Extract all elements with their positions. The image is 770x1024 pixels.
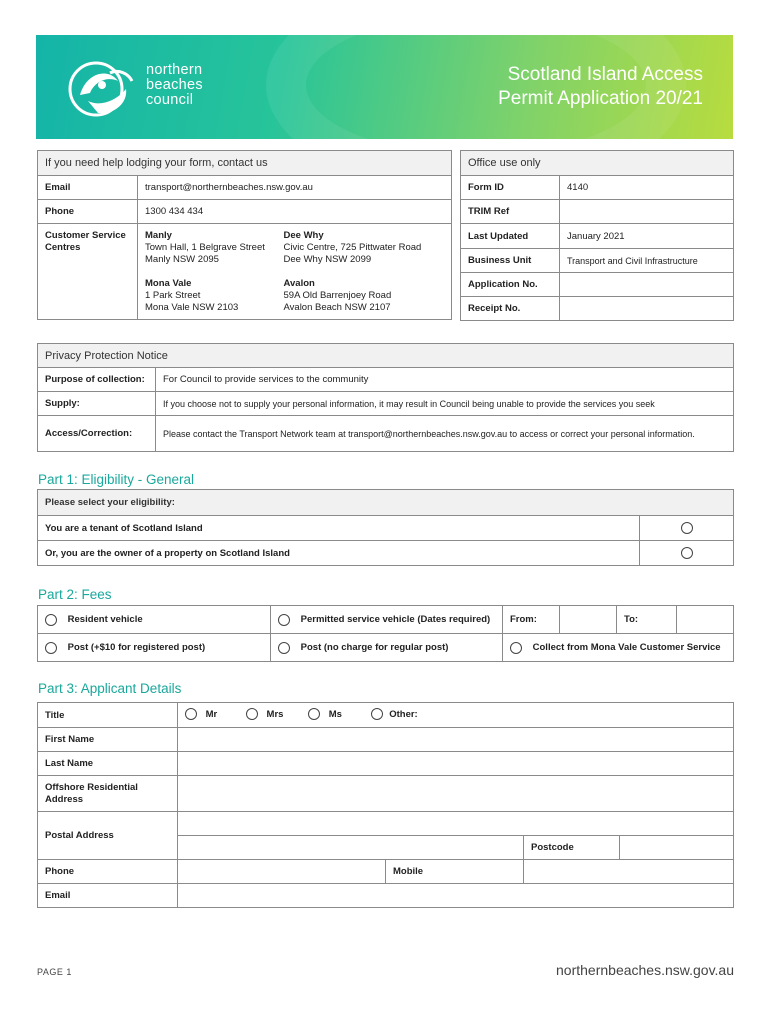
office-trim-ref-field[interactable] <box>560 200 734 224</box>
centre-name: Manly <box>145 230 172 241</box>
centre-mona-vale <box>145 278 238 314</box>
postcode-field[interactable] <box>620 836 734 860</box>
contact-heading: If you need help lodging your form, contact us <box>38 151 452 176</box>
eligibility-owner-radio[interactable] <box>681 547 693 559</box>
fee-from-label: From: <box>503 606 560 634</box>
fee-resident-vehicle-label: Resident vehicle <box>67 614 143 626</box>
header-banner <box>36 35 733 139</box>
title-mrs-label: Mrs <box>266 708 284 720</box>
fee-post-paid-cell <box>38 634 271 662</box>
contact-phone-label: Phone <box>38 200 138 224</box>
centre-avalon <box>284 278 392 314</box>
privacy-purpose-value: For Council to provide services to the community <box>156 368 734 392</box>
office-form-id-value: 4140 <box>560 176 734 200</box>
office-application-no-field[interactable] <box>560 273 734 297</box>
centre-address-line: Mona Vale NSW 2103 <box>145 302 239 313</box>
email-label: Email <box>38 884 178 908</box>
postal-address-field-line-2[interactable] <box>178 836 524 860</box>
part3-title: Part 3: Applicant Details <box>38 681 182 696</box>
privacy-supply-label: Supply: <box>38 392 156 416</box>
fee-from-field[interactable] <box>560 606 617 634</box>
privacy-purpose-label: Purpose of collection: <box>38 368 156 392</box>
page-number: PAGE 1 <box>37 967 72 977</box>
title-mr-radio[interactable] <box>185 708 197 720</box>
council-logo-icon <box>66 55 138 123</box>
postcode-label: Postcode <box>524 836 620 860</box>
fee-to-label: To: <box>617 606 677 634</box>
centre-address-line: Manly NSW 2095 <box>145 254 219 265</box>
centre-address-line: Avalon Beach NSW 2107 <box>283 302 391 313</box>
customer-centres-label: Customer Service Centres <box>38 224 138 320</box>
office-receipt-no-label: Receipt No. <box>461 297 560 321</box>
office-use-heading: Office use only <box>461 151 734 176</box>
mobile-field[interactable] <box>524 860 734 884</box>
centre-name: Mona Vale <box>145 278 192 289</box>
postal-address-label: Postal Address <box>38 812 178 860</box>
fee-to-field[interactable] <box>677 606 734 634</box>
eligibility-tenant-cell <box>640 516 734 541</box>
eligibility-tenant-radio[interactable] <box>681 522 693 534</box>
centre-address-line: 1 Park Street <box>145 290 201 301</box>
fee-resident-vehicle-radio[interactable] <box>45 614 57 626</box>
website-url[interactable]: northernbeaches.nsw.gov.au <box>556 962 734 978</box>
logo-line-2: beaches <box>146 77 203 93</box>
privacy-access-value: Please contact the Transport Network team at transport@northernbeaches.nsw.gov.au to access or correct your personal information. <box>156 416 734 452</box>
centre-address-line: Dee Why NSW 2099 <box>283 254 372 265</box>
privacy-access-label: Access/Correction: <box>38 416 156 452</box>
title-other-label: Other: <box>389 708 418 720</box>
office-receipt-no-field[interactable] <box>560 297 734 321</box>
last-name-field[interactable] <box>178 752 734 776</box>
centre-address-line: Town Hall, 1 Belgrave Street <box>145 242 265 253</box>
fee-collect-radio[interactable] <box>510 642 522 654</box>
title-mrs-radio[interactable] <box>246 708 258 720</box>
phone-field[interactable] <box>178 860 386 884</box>
title-options-cell <box>178 703 734 728</box>
offshore-address-field[interactable] <box>178 776 734 812</box>
centre-address-line: 59A Old Barrenjoey Road <box>283 290 392 301</box>
title-label: Title <box>38 703 178 728</box>
fee-post-free-label: Post (no charge for regular post) <box>300 642 449 654</box>
centres-column-2 <box>278 224 452 320</box>
centre-address-line: Civic Centre, 725 Pittwater Road <box>283 242 422 253</box>
fee-post-free-radio[interactable] <box>278 642 290 654</box>
mobile-label: Mobile <box>386 860 524 884</box>
centre-manly <box>145 230 265 266</box>
form-title-line-2: Permit Application 20/21 <box>498 88 703 109</box>
centres-column-1 <box>138 224 278 320</box>
privacy-heading: Privacy Protection Notice <box>38 344 734 368</box>
centre-dee-why <box>284 230 422 266</box>
postal-address-field-line-1[interactable] <box>178 812 734 836</box>
fee-permitted-vehicle-cell <box>271 606 503 634</box>
fee-permitted-vehicle-label: Permitted service vehicle (Dates required) <box>300 614 491 626</box>
form-title <box>498 63 703 111</box>
office-application-no-label: Application No. <box>461 273 560 297</box>
form-title-line-1: Scotland Island Access <box>507 64 703 85</box>
part2-title: Part 2: Fees <box>38 587 112 602</box>
first-name-label: First Name <box>38 728 178 752</box>
fee-post-paid-label: Post (+$10 for registered post) <box>67 642 206 654</box>
eligibility-table <box>37 489 734 566</box>
eligibility-tenant-label: You are a tenant of Scotland Island <box>38 516 640 541</box>
fee-collect-cell <box>503 634 734 662</box>
office-last-updated-value: January 2021 <box>560 224 734 249</box>
title-other-radio[interactable] <box>371 708 383 720</box>
centre-name: Avalon <box>283 278 315 289</box>
eligibility-owner-cell <box>640 541 734 566</box>
fee-collect-label: Collect from Mona Vale Customer Service <box>532 642 721 654</box>
fee-post-free-cell <box>271 634 503 662</box>
last-name-label: Last Name <box>38 752 178 776</box>
phone-label: Phone <box>38 860 178 884</box>
contact-phone-value: 1300 434 434 <box>138 200 452 224</box>
logo-wordmark <box>146 63 203 108</box>
office-last-updated-label: Last Updated <box>461 224 560 249</box>
title-ms-radio[interactable] <box>308 708 320 720</box>
contact-table <box>37 150 452 320</box>
centre-name: Dee Why <box>283 230 324 241</box>
eligibility-heading: Please select your eligibility: <box>38 490 734 516</box>
first-name-field[interactable] <box>178 728 734 752</box>
email-field[interactable] <box>178 884 734 908</box>
fees-table <box>37 605 734 662</box>
title-mr-label: Mr <box>205 708 218 720</box>
office-use-table <box>460 150 734 321</box>
office-business-unit-value: Transport and Civil Infrastructure <box>560 249 734 273</box>
logo-line-3: council <box>146 92 194 108</box>
office-trim-ref-label: TRIM Ref <box>461 200 560 224</box>
offshore-address-label: Offshore Residential Address <box>38 776 178 812</box>
fee-resident-vehicle-cell <box>38 606 271 634</box>
logo-line-1: northern <box>146 62 203 78</box>
contact-email-label: Email <box>38 176 138 200</box>
eligibility-owner-label: Or, you are the owner of a property on Scotland Island <box>38 541 640 566</box>
part1-title: Part 1: Eligibility - General <box>38 472 195 487</box>
title-ms-label: Ms <box>328 708 342 720</box>
applicant-table <box>37 702 734 908</box>
fee-permitted-vehicle-radio[interactable] <box>278 614 290 626</box>
privacy-table <box>37 343 734 452</box>
privacy-supply-value: If you choose not to supply your personal information, it may result in Council being unable to provide the services you seek <box>156 392 734 416</box>
fee-post-paid-radio[interactable] <box>45 642 57 654</box>
office-form-id-label: Form ID <box>461 176 560 200</box>
office-business-unit-label: Business Unit <box>461 249 560 273</box>
contact-email-value[interactable]: transport@northernbeaches.nsw.gov.au <box>138 176 452 200</box>
